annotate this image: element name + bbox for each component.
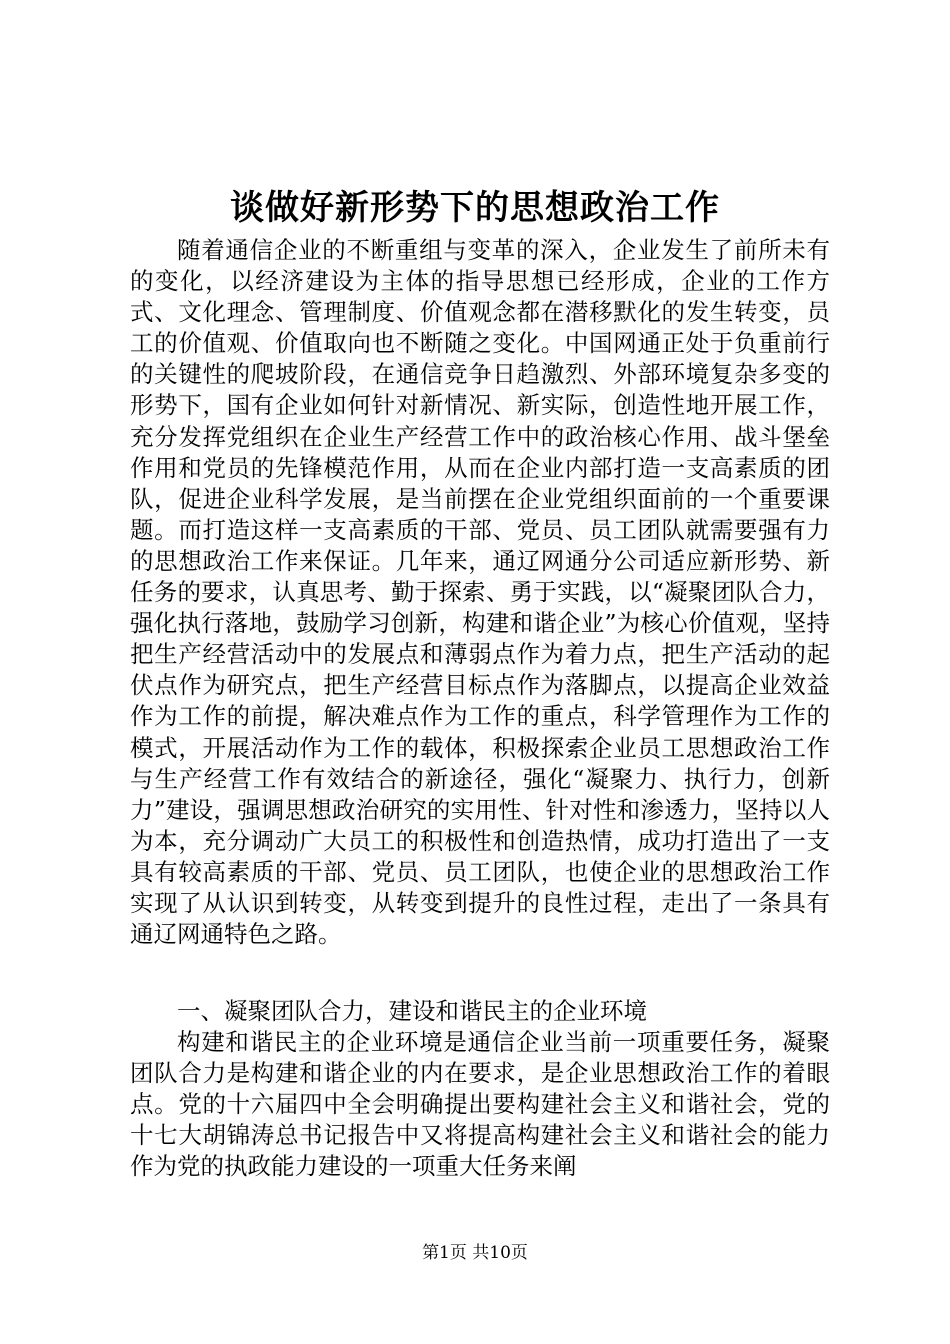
paragraph-1: 随着通信企业的不断重组与变革的深入，企业发生了前所未有的变化，以经济建设为主体的指导思想已经形成，企业的工作方式、文化理念、管理制度、价值观念都在潜移默化的发生转变，员工的价值观、价值取向也不断随之变化。中国网通正处于负重前行的关键性的爬坡阶段，在通信竞争日趋激烈、外部环境复杂多变的形势下，国有企业如何针对新情况、新实际，创造性地开展工作，充分发挥党组织在企业生产经营工作中的政治核心作用、战斗堡垒作用和党员的先锋模范作用，从而在企业内部打造一支高素质的团队，促进企业科学发展，是当前摆在企业党组织面前的一个重要课题。而打造这样一支高素质的干部、党员、员工团队就需要强有力的思想政治工作来保证。几年来，通辽网通分公司适应新形势、新任务的要求，认真思考、勤于探索、勇于实践，以“凝聚团队合力，强化执行落地，鼓励学习创新，构建和谐企业”为核心价值观，坚持把生产经营活动中的发展点和薄弱点作为着力点，把生产活动的起伏点作为研究点，把生产经营目标点作为落脚点，以提高企业效益作为工作的前提，解决难点作为工作的重点，科学管理作为工作的模式，开展活动作为工作的载体，积极探索企业员工思想政治工作与生产经营工作有效结合的新途径，强化“凝聚力、执行力，创新力”建设，强调思想政治研究的实用性、针对性和渗透力，坚持以人为本，充分调动广大员工的积极性和创造热情，成功打造出了一支具有较高素质的干部、党员、员工团队，也使企业的思想政治工作实现了从认识到转变，从转变到提升的良性过程，走出了一条具有通辽网通特色之路。	[130, 236, 830, 949]
page-footer: 第1页 共10页	[422, 1243, 528, 1263]
section-1-heading: 一、凝聚团队合力，建设和谐民主的企业环境	[177, 997, 647, 1025]
paragraph-2: 构建和谐民主的企业环境是通信企业当前一项重要任务，凝聚团队合力是构建和谐企业的内在要求，是企业思想政治工作的着眼点。党的十六届四中全会明确提出要构建社会主义和谐社会，党的十七大胡锦涛总书记报告中又将提高构建社会主义和谐社会的能力作为党的执政能力建设的一项重大任务来阐	[130, 1028, 830, 1181]
document-title: 谈做好新形势下的思想政治工作	[230, 188, 720, 228]
